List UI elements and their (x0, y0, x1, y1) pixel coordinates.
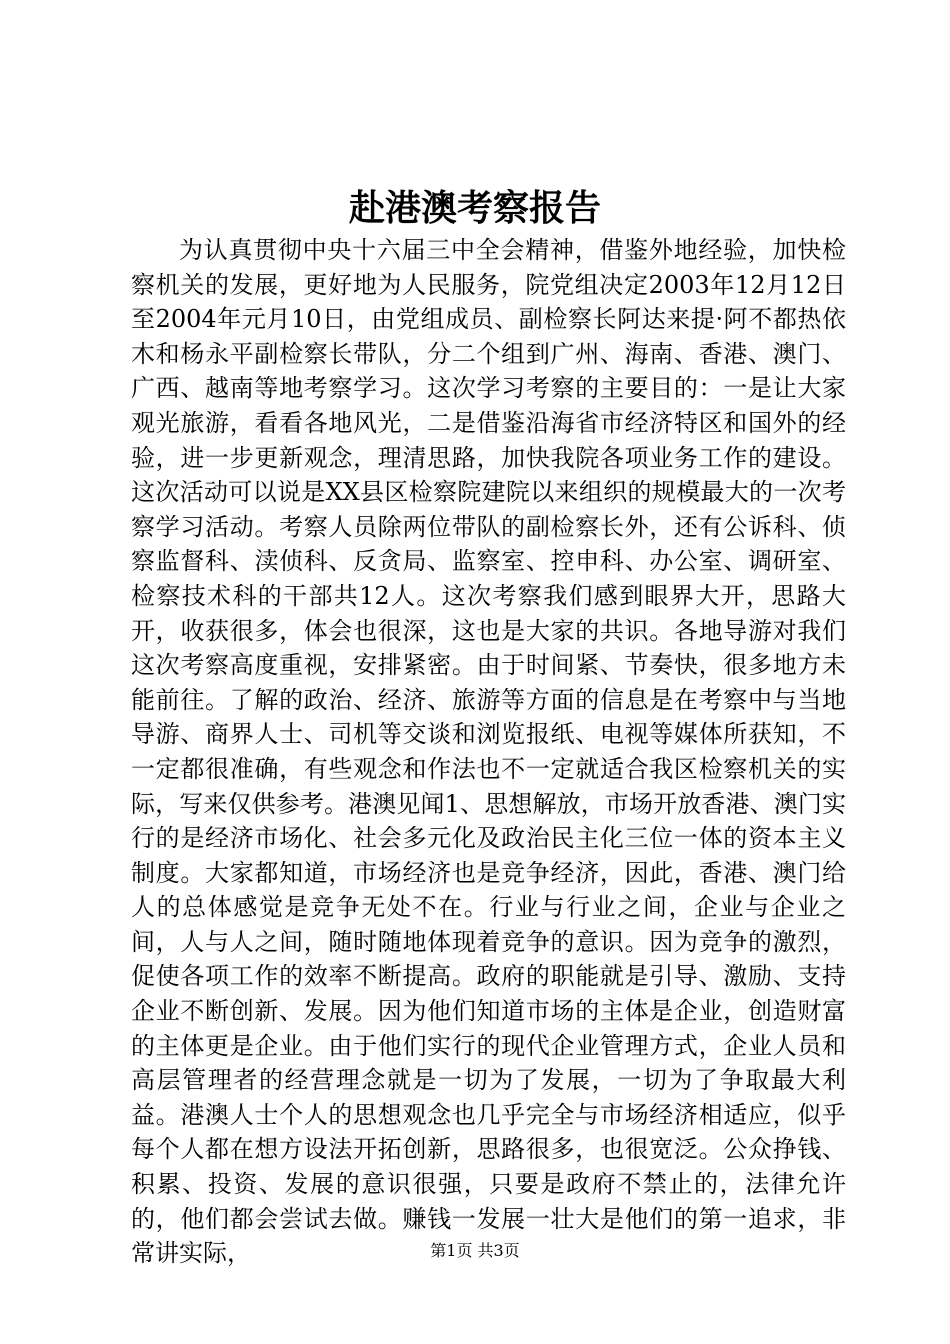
page-total: 共3页 (477, 1241, 520, 1260)
body-paragraph: 为认真贯彻中央十六届三中全会精神，借鉴外地经验，加快检察机关的发展，更好地为人民服务，院党组决定2003年12月12日至2004年元月10日，由党组成员、副检察长阿达来提·阿不都热依木和杨永平副检察长带队，分二个组到广州、海南、香港、澳门、广西、越南等地考察学习。这次学习考察的主要目的：一是让大家观光旅游，看看各地风光，二是借鉴沿海省市经济特区和国外的经验，进一步更新观念，理清思路，加快我院各项业务工作的建设。这次活动可以说是XX县区检察院建院以来组织的规模最大的一次考察学习活动。考察人员除两位带队的副检察长外，还有公诉科、侦察监督科、渎侦科、反贪局、监察室、控申科、办公室、调研室、检察技术科的干部共12人。这次考察我们感到眼界大开，思路大开，收获很多，体会也很深，这也是大家的共识。各地导游对我们这次考察高度重视，安排紧密。由于时间紧、节奏快，很多地方未能前往。了解的政治、经济、旅游等方面的信息是在考察中与当地导游、商界人士、司机等交谈和浏览报纸、电视等媒体所获知，不一定都很准确，有些观念和作法也不一定就适合我区检察机关的实际，写来仅供参考。港澳见闻1、思想解放，市场开放香港、澳门实行的是经济市场化、社会多元化及政治民主化三位一体的资本主义制度。大家都知道，市场经济也是竞争经济，因此，香港、澳门给人的总体感觉是竞争无处不在。行业与行业之间，企业与企业之间，人与人之间，随时随地体现着竞争的意识。因为竞争的激烈，促使各项工作的效率不断提高。政府的职能就是引导、激励、支持企业不断创新、发展。因为他们知道市场的主体是企业，创造财富的主体更是企业。由于他们实行的现代企业管理方式，企业人员和高层管理者的经营理念就是一切为了发展，一切为了争取最大利益。港澳人士个人的思想观念也几乎完全与市场经济相适应，似乎每个人都在想方设法开拓创新，思路很多，也很宽泛。公众挣钱、积累、投资、发展的意识很强，只要是政府不禁止的，法律允许的，他们都会尝试去做。赚钱一发展一壮大是他们的第一追求，非常讲实际， (131, 236, 846, 1268)
page-number: 第1页 (430, 1241, 473, 1260)
document-title: 赴港澳考察报告 (348, 187, 601, 229)
page-footer (0, 1239, 950, 1263)
